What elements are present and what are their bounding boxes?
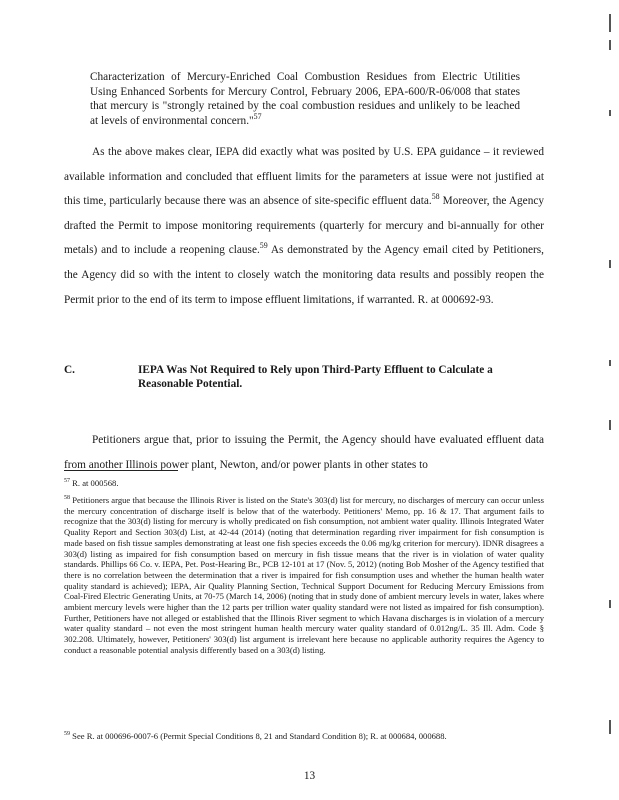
para1-text-b: Moreover, the Agency drafted the Permit to impose monitoring requirements (quarterly for mercury and bi-annually for other metals) and to include a reopening clause.: [64, 195, 545, 257]
section-heading-text: IEPA Was Not Required to Rely upon Third-Party Effluent to Calculate a Reasonable Potential.: [138, 364, 493, 390]
footnote-number: 58: [64, 495, 71, 502]
footnote-ref-58: 58: [431, 192, 440, 202]
footnote-ref-57: 57: [253, 112, 262, 122]
section-heading-letter: C.: [64, 364, 75, 376]
footnote-57: [64, 478, 544, 489]
para2-text: Petitioners argue that, prior to issuing the Permit, the Agency should have evaluated effluent data from another Illinois power plant, Newton, and/or power plants in other states to: [64, 434, 544, 471]
footnote-58: [64, 495, 544, 656]
footnote-number: 57: [64, 478, 71, 485]
footnote-ref-59: 59: [259, 241, 268, 251]
para1-text-c: As demonstrated by the Agency email cited by Petitioners, the Agency did so with the intent to closely watch the monitoring data results and possibly reopen the Permit prior to the end of its term to impose effluent limitations, if warranted. R. at 000692-93.: [64, 244, 544, 306]
para1-text-a: As the above makes clear, IEPA did exactly what was posited by U.S. EPA guidance – it reviewed available information and concluded that effluent limits for the parameters at issue were not justified at this time, particularly because there was an absence of site-specific effluent data.: [64, 146, 544, 208]
paragraph-agency-review: [64, 140, 544, 312]
footnote-text: See R. at 000696-0007-6 (Permit Special Conditions 8, 21 and Standard Condition 8); R. at 000684, 000688.: [70, 731, 447, 741]
block-quote: [90, 70, 520, 128]
footnote-text: R. at 000568.: [70, 478, 119, 488]
footnote-59: [64, 731, 544, 742]
footnote-separator: [64, 470, 178, 471]
page-number: 13: [303, 770, 316, 782]
block-quote-text: Characterization of Mercury-Enriched Coal Combustion Residues from Electric Utilities Using Enhanced Sorbents for Mercury Control, February 2006, EPA-600/R-06/008 that states that mercury is "strongly retained by the coal combustion residues and unlikely to be leached at levels of environmental concern.": [90, 71, 520, 127]
scan-edge-marks: [609, 0, 613, 800]
footnote-text: Petitioners argue that because the Illinois River is listed on the State's 303(d) list for mercury, no discharges of mercury can occur unless the mercury concentration of discharge itself is below that of the waterbody. Petitioners' Memo, pp. 16 & 17. That argument fails to recognize that the 303(d) listing for mercury is wholly predicated on fish consumption, not ambient water quality. Illinois Integrated Water Quality Report and Section 303(d) List, at 42-44 (2014) (noting that determination regarding river impairment for fish consumption is made based on fish tissue samples demonstrating at least one fish species exceeds the 0.06 mg/kg criterion for mercury). IDNR disagrees a 303(d) listing as impaired for fish consumption based on mercury in fish tissue means that the river is in violation of water quality standards. Phillips 66 Co. v. IEPA, Pet. Post-Hearing Br., PCB 12-101 at 17 (Nov. 5, 2012) (noting Bob Mosher of the Agency testified that there is no correlation between the determination that a river is impaired for fish consumption uses and whether the human health water quality standard is achieved); IEPA, Air Quality Planning Section, Technical Support Document for Reducing Mercury Emissions from Coal-Fired Electric Generating Units, at 70-75 (March 14, 2006) (noting that in study done of ambient mercury levels in water, lakes where ambient mercury levels were higher than the 12 parts per trillion water quality standard were not listed as impaired for fish consumption). Further, Petitioners have not alleged or established that the Illinois River segment to which Havana discharges is in violation of a mercury water quality standard – not even the most stringent human health mercury water quality standard of 0.012ng/L. 35 Ill. Adm. Code § 302.208. Ultimately, however, Petitioners' 303(d) list argument is irrelevant here because no applicable authority requires the Agency to conduct a reasonable potential analysis differently based on a 303(d) listing.: [64, 495, 544, 655]
footnote-number: 59: [64, 731, 71, 738]
